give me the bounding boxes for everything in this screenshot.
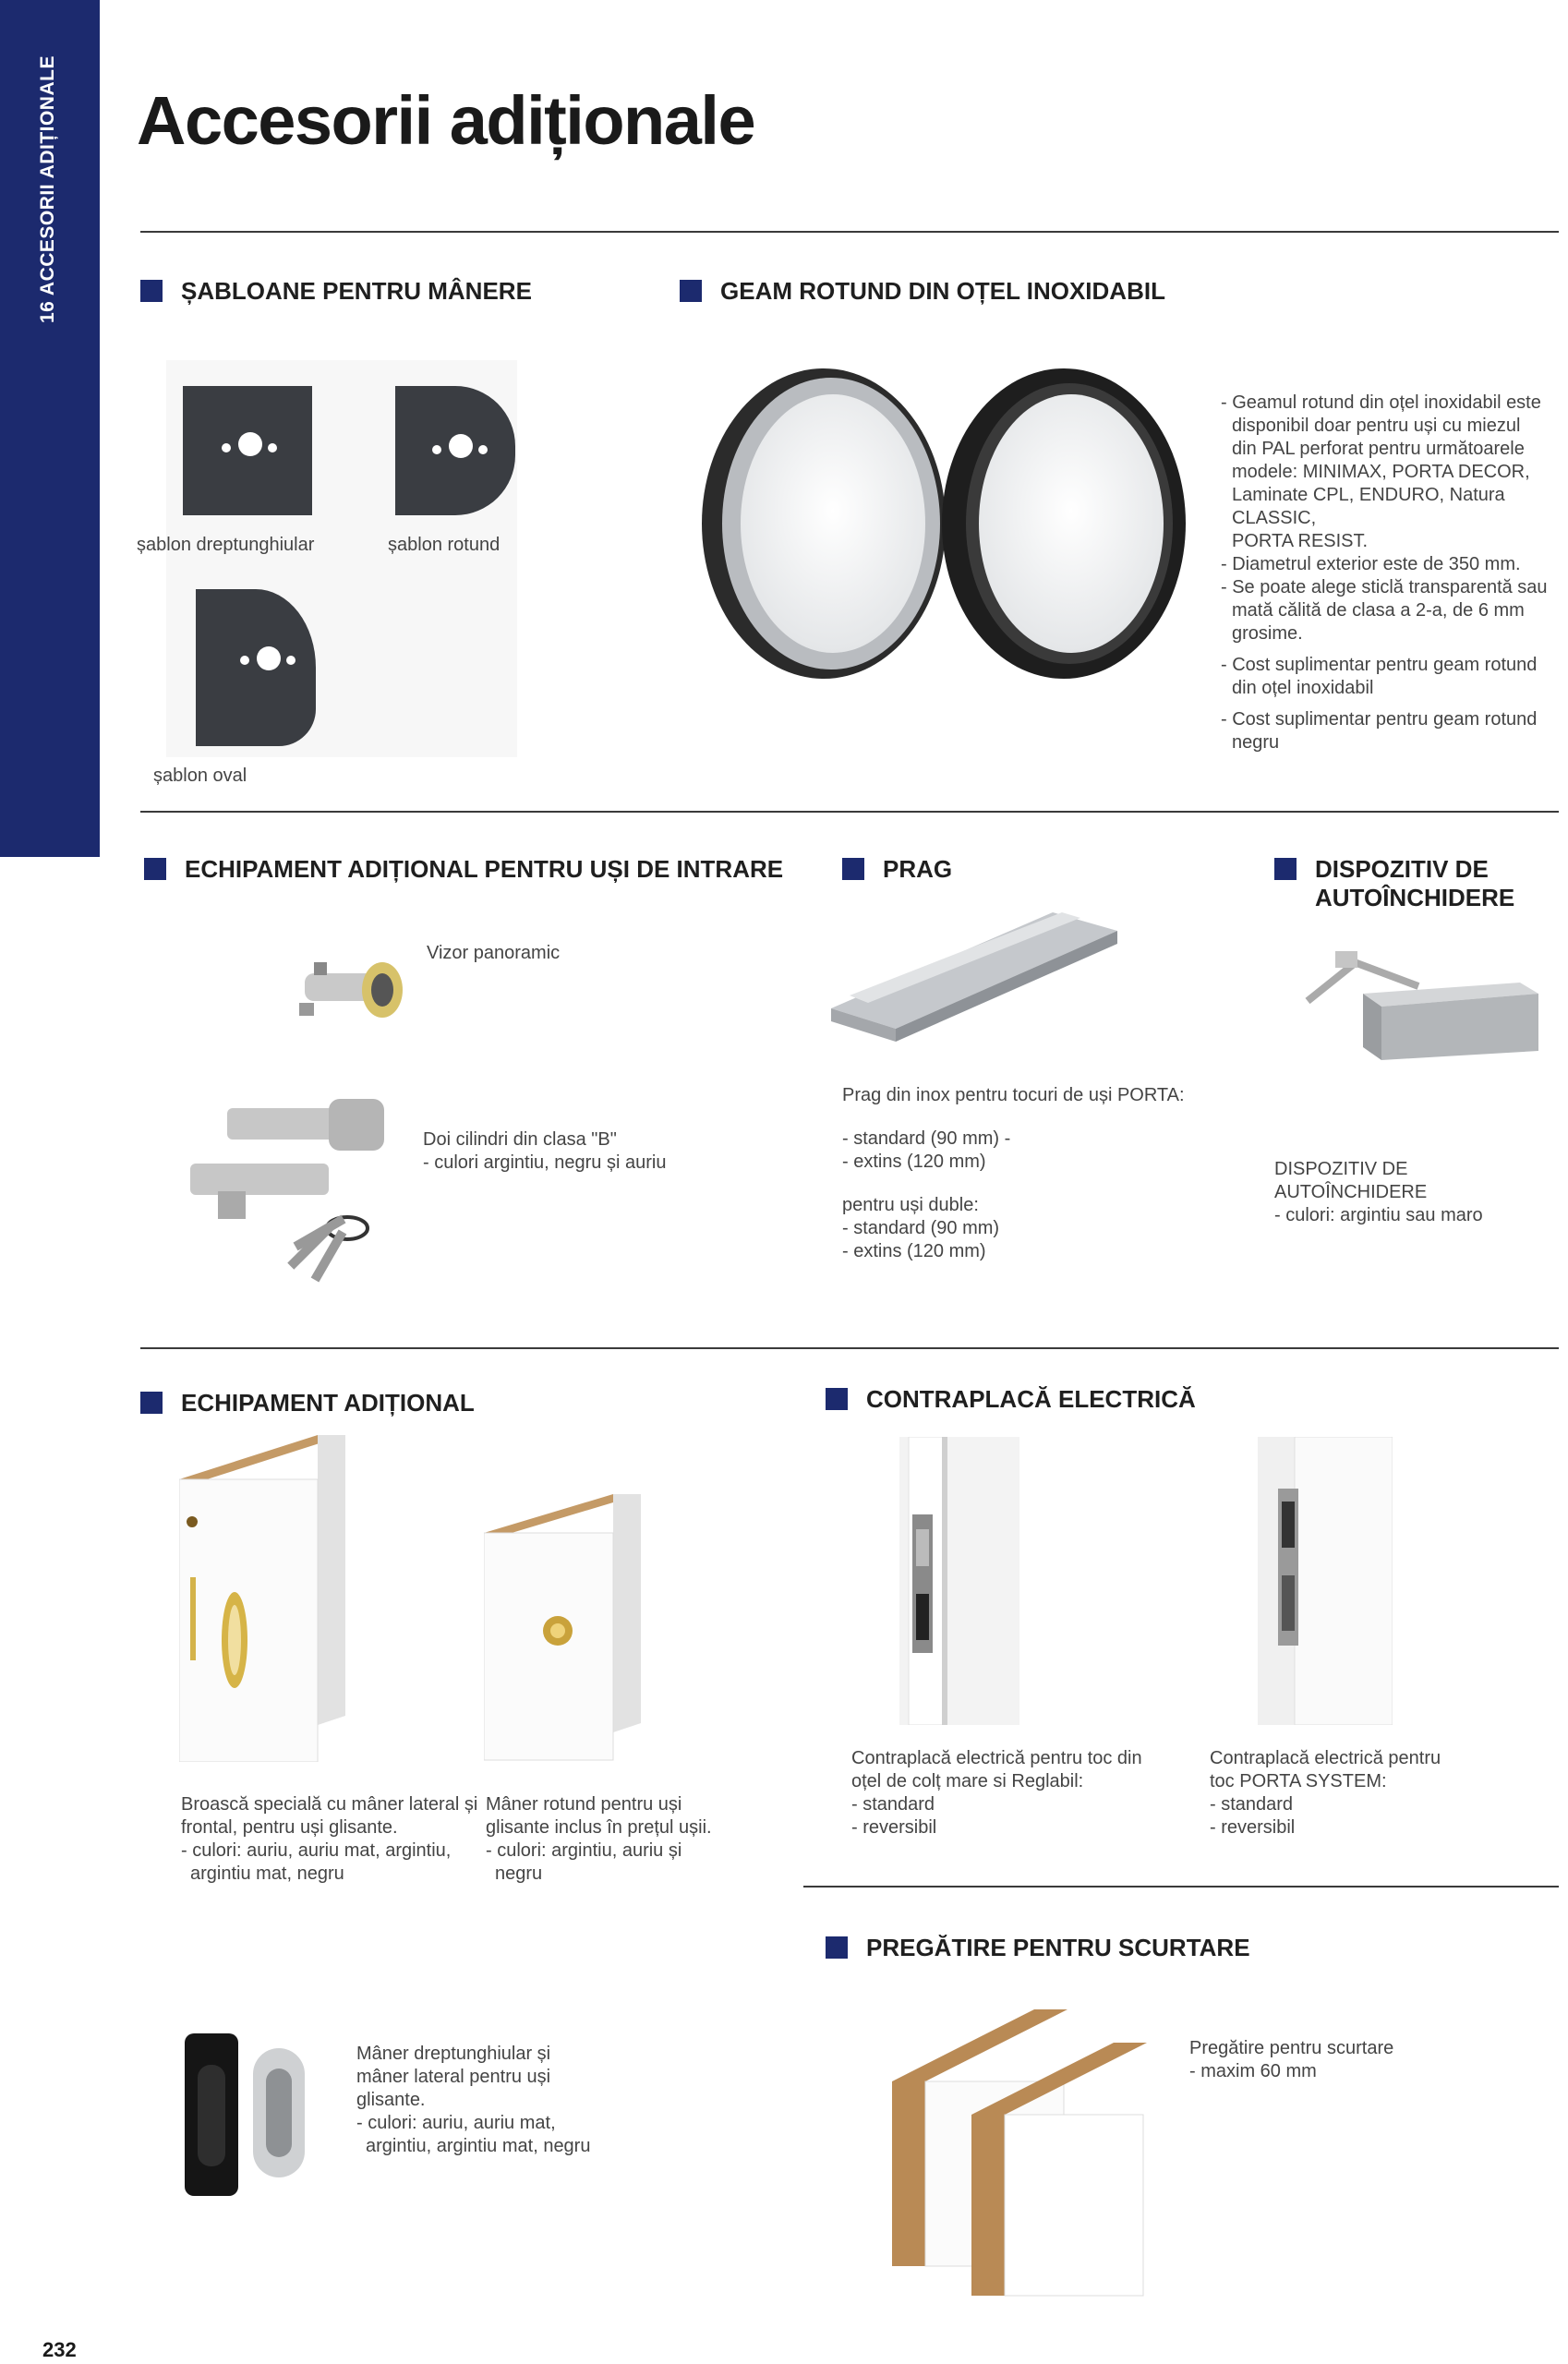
maner-dreptunghiular-caption: Mâner dreptunghiular și mâner lateral pentru uși glisante. - culori: auriu, auriu mat, argintiu, argintiu mat, negru [356,2044,591,2156]
page-number: 232 [42,2338,77,2361]
section-square-icon [1274,858,1297,880]
section-geam-heading: GEAM ROTUND DIN OȚEL INOXIDABIL [680,277,1165,306]
section-intrare-heading: ECHIPAMENT ADIȚIONAL PENTRU UȘI DE INTRARE [144,855,783,884]
section-dispozitiv-heading: DISPOZITIV DE AUTOÎNCHIDERE [1274,855,1514,912]
divider-top [140,231,1559,233]
round-windows-image [693,365,1210,688]
vizor-caption: Vizor panoramic [427,943,561,963]
section-echipament-heading: ECHIPAMENT ADIȚIONAL [140,1389,475,1417]
dispozitiv-image [1289,942,1548,1062]
sablon-oval-caption: șablon oval [153,766,247,786]
geam-description: - Geamul rotund din oțel inoxidabil este disponibil doar pentru uși cu miezul din PAL perforat pentru următoarele modele: MINIMAX, PORTA DECOR, Laminate CPL, ENDURO, Natura CLASSIC, PORTA RESIST. - Diametrul exterior este de 350 mm. - Se poate alege sticlă transparentă sau mată călită de clasa a 2-a, de 6 mm grosime. - Cost suplimentar pentru geam rotund din oțel inoxidabil - Cost suplimentar pentru geam rotund negru [1221,392,1548,753]
prag-image [822,907,1127,1045]
scurtare-caption: Pregătire pentru scurtare - maxim 60 mm [1189,2038,1394,2081]
chapter-label: 16 ACCESORII ADIȚIONALE [37,55,58,323]
sablon-rotund-image [395,386,515,515]
section-square-icon [826,1936,848,1959]
section-square-icon [140,280,163,302]
contraplaca-left-caption: Contraplacă electrică pentru toc din oțel de colț mare si Reglabil: - standard - reversibil [851,1748,1142,1838]
prag-description: Prag din inox pentru tocuri de uși PORTA: - standard (90 mm) - - extins (120 mm) pentru uși duble: - standard (90 mm) - extins (120 mm) [842,1085,1185,1261]
sablon-dreptunghiular-caption: șablon dreptunghiular [137,535,315,555]
cilindri-image [181,1090,403,1293]
maner-dreptunghiular-image [179,2028,318,2203]
sablon-rotund-caption: șablon rotund [388,535,501,555]
section-square-icon [140,1392,163,1414]
section-square-icon [680,280,702,302]
sablon-oval-image [196,589,316,746]
divider-scurtare [803,1886,1559,1888]
section-square-icon [826,1388,848,1410]
cilindri-caption: Doi cilindri din clasa "B" - culori argintiu, negru și auriu [423,1129,667,1173]
broasca-caption: Broască specială cu mâner lateral și frontal, pentru uși glisante. - culori: auriu, auriu mat, argintiu, argintiu mat, negru [181,1794,478,1884]
section-prag-heading: PRAG [842,855,952,884]
contraplaca-toc-otel-image [899,1437,1019,1725]
sablon-dreptunghiular-image [183,386,312,515]
dispozitiv-caption: DISPOZITIV DE AUTOÎNCHIDERE - culori: argintiu sau maro [1274,1159,1483,1225]
contraplaca-porta-system-image [1258,1437,1393,1725]
section-square-icon [842,858,864,880]
section-scurtare-heading: PREGĂTIRE PENTRU SCURTARE [826,1934,1250,1962]
section-square-icon [144,858,166,880]
page-title: Accesorii adiționale [137,82,755,159]
scurtare-panels-image [887,2004,1164,2299]
contraplaca-right-caption: Contraplacă electrică pentru toc PORTA SYSTEM: - standard - reversibil [1210,1748,1441,1838]
maner-rotund-caption: Mâner rotund pentru uși glisante inclus în prețul ușii. - culori: argintiu, auriu și negru [486,1794,712,1884]
divider-mid [140,811,1559,813]
maner-rotund-door-image [484,1487,650,1764]
broasca-door-image [179,1429,355,1762]
section-sabloane-heading: ȘABLOANE PENTRU MÂNERE [140,277,532,306]
divider-lower [140,1347,1559,1349]
vizor-panoramic-image [286,944,416,1036]
section-contraplaca-heading: CONTRAPLACĂ ELECTRICĂ [826,1385,1196,1414]
